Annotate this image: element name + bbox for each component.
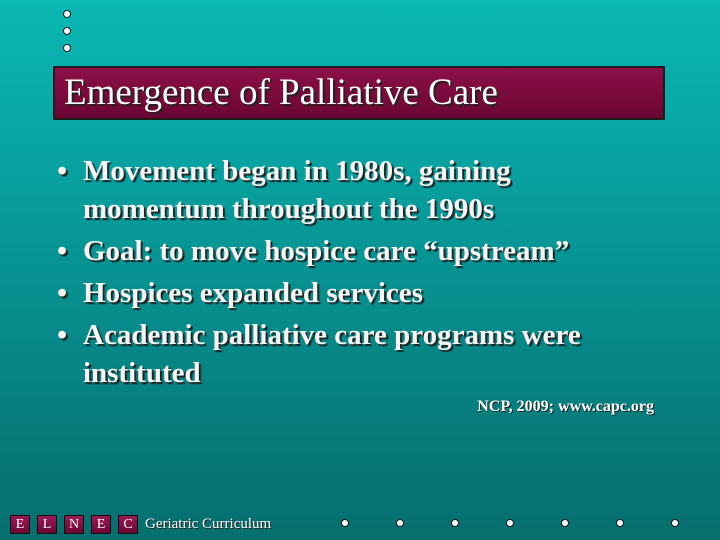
footer-letter-box: E <box>10 515 30 534</box>
decorative-dot <box>616 519 624 527</box>
citation: NCP, 2009; www.capc.org <box>477 398 654 415</box>
bullet-icon: • <box>57 155 68 187</box>
footer-letter-box: C <box>118 515 138 534</box>
decorative-dot <box>63 44 71 52</box>
decorative-dot <box>341 519 349 527</box>
bullet-item <box>57 274 703 312</box>
title-box <box>53 66 665 120</box>
decorative-dot <box>63 27 71 35</box>
footer-label: Geriatric Curriculum <box>145 515 272 532</box>
bullet-text: Movement began in 1980s, gaining momentum throughout the 1990s <box>83 155 511 225</box>
bullet-icon: • <box>57 277 68 309</box>
bullet-text: Hospices expanded services <box>83 277 423 309</box>
bullet-text: Goal: to move hospice care “upstream” <box>83 235 570 267</box>
decorative-dot <box>506 519 514 527</box>
bullet-list <box>57 152 703 396</box>
slide-title: Emergence of Palliative Care <box>64 72 498 113</box>
bullet-item <box>57 316 703 392</box>
footer <box>10 513 271 535</box>
bullet-icon: • <box>57 235 68 267</box>
footer-letter-box: N <box>64 515 84 534</box>
decorative-dot <box>671 519 679 527</box>
decorative-dot <box>451 519 459 527</box>
decorative-dot <box>396 519 404 527</box>
bullet-item <box>57 152 703 228</box>
bullet-item <box>57 232 703 270</box>
bullet-text: Academic palliative care programs were instituted <box>83 319 581 389</box>
footer-letter-box: E <box>91 515 111 534</box>
decorative-dot <box>63 10 71 18</box>
decorative-dot <box>561 519 569 527</box>
footer-letter-box: L <box>37 515 57 534</box>
bullet-icon: • <box>57 319 68 351</box>
